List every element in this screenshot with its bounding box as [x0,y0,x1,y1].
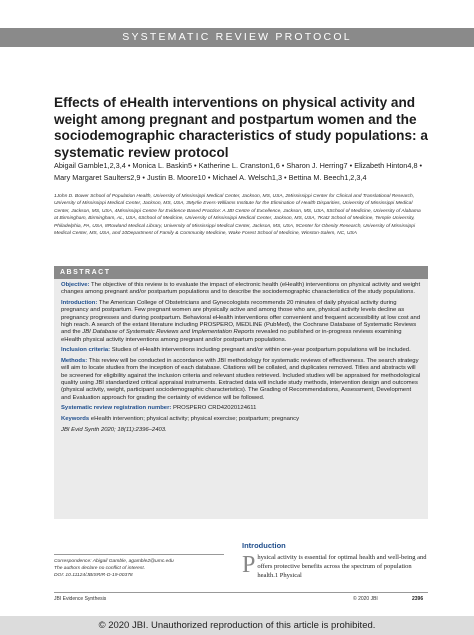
introduction-text-2: revealed no published or in-progress reviews examining eHealth physical activity interventions among pregnant and/or postpartum populations. [61,329,402,343]
correspondence-line: Correspondence: Abigail Gamble, agamble2@umc.edu [54,559,174,564]
abstract-heading-label: ABSTRACT [60,269,111,276]
copyright-notice-bar: © 2020 JBI. Unauthorized reproduction of this article is prohibited. [0,616,474,635]
registration-label: Systematic review registration number: [61,405,172,412]
section-banner: SYSTEMATIC REVIEW PROTOCOL [0,28,474,47]
correspondence-rule [54,554,224,555]
article-title: Effects of eHealth interventions on physical activity and weight among pregnant and postpartum women and the sociodemographic characteristics of study populations: a systematic review protocol [54,95,428,160]
abstract-heading [54,266,428,279]
registration-text: PROSPERO CRD42020124611 [172,405,257,412]
abstract-citation [61,427,422,434]
doi-line: DOI: 10.11124/JBISRIR-D-19-00378 [54,573,133,579]
introduction-journal-name: JBI Database of Systematic Reviews and Implementation Reports [82,329,255,336]
footer-copyright: © 2020 JBI [353,596,378,602]
abstract-registration [61,405,422,412]
abstract-objective [61,282,422,297]
abstract-introduction [61,300,422,344]
abstract-box [54,279,428,519]
keywords-label: Keywords [61,415,90,422]
citation-text: JBI Evid Synth 2020; 18(11):2396–2403. [61,426,167,433]
footer-journal: JBI Evidence Synthesis [54,596,107,602]
conflict-line: The authors declare no conflict of interest. [54,566,146,572]
inclusion-label: Inclusion criteria: [61,347,111,354]
introduction-text: The American College of Obstetricians and Gynecologists recommends 20 minutes of daily physical activity during pregnancy and postpartum. Few pregnant women are physically active and among those who are, physical activity levels decline as pregnancy progresses and during postpartum. Behavioral eHealth interventions offer convenient and frequent accessibility at low cost and high reach. A search of the extant literature including PROSPERO, MEDLINE (PubMed), the Cochrane Database of Systematic Reviews and the [61,299,421,336]
methods-text: This review will be conducted in accordance with JBI methodology for systematic reviews of effectiveness. The search strategy will aim to locate studies from the inception of each database. Citations will be collated, and duplicates removed. Titles and abstracts will be screened for eligibility against the inclusion criteria and relevant studies retrieved. Included studies will be appraised for methodological quality using JBI standardized critical appraisal instruments. Extracted data will include study methods, intervention design and outcomes (physical activity, weight, participant sociodemographic characteristics). The Grading of Recommendations, Assessment, Development and Evaluation approach for grading the certainty of evidence will be followed. [61,357,421,401]
introduction-paragraph [242,553,428,580]
introduction-body: hysical activity is essential for optimal health and well-being and offers protective benefits across the spectrum of population health.1 Physical [257,554,427,579]
keywords-text: eHealth intervention; physical activity; physical exercise; postpartum; pregnancy [90,415,300,422]
methods-label: Methods: [61,357,88,364]
drop-cap: P [242,552,256,578]
introduction-heading: Introduction [242,541,286,550]
page-number: 2396 [412,596,424,602]
correspondence-block [54,558,234,580]
objective-text: The objective of this review is to evaluate the impact of electronic health (eHealth) interventions on physical activity and weight changes among pregnant and/or postpartum populations and to describe the sociodemographic characteristics of the study populations. [61,282,421,296]
author-list: Abigail Gamble1,2,3,4 • Monica L. Baskin5 • Katherine L. Cranston1,6 • Sharon J. Herring7 • Elizabeth Hinton4,8 • Mary Margaret Saulters2,9 • Justin B. Moore10 • Michael A. Welsch1,3 • Bettina M. Beech1,2,3,4 [54,161,423,182]
footer-rule [54,592,428,593]
introduction-label: Introduction: [61,299,98,306]
abstract-methods [61,358,422,402]
inclusion-text: Studies of eHealth interventions including pregnant and/or within one-year postpartum populations will be included. [111,347,411,354]
affiliations: 1John D. Bower School of Population Health, University of Mississippi Medical Center, Jackson, MS, USA, 2Mississippi Center for Clinical and Translational Research, University of Mississippi Medical Center, Jackson, MS, USA, 3Myrlie Evers-Williams Institute for the Elimination of Health Disparities, University of Mississippi Medical Center, Jackson, MS, USA, 4Mississippi Centre for Evidence Based Practice: A JBI Centre of Excellence, Jackson, MS, USA, 5School of Medicine, University of Alabama at Birmingham, Birmingham, AL, USA, 6School of Medicine, University of Mississippi Medical Center, Jackson, MS, USA, 7Katz School of Medicine, Temple University, Philadelphia, PA, USA, 8Rowland Medical Library, University of Mississippi Medical Center, Jackson, MS, USA, 9Center for Obesity Research, University of Mississippi Medical Center, MS, USA, and 10Department of Family & Community Medicine, Wake Forest School of Medicine, Winston-Salem, NC, USA [54,194,421,237]
objective-label: Objective: [61,282,90,288]
abstract-inclusion [61,347,422,354]
abstract-keywords [61,416,422,423]
